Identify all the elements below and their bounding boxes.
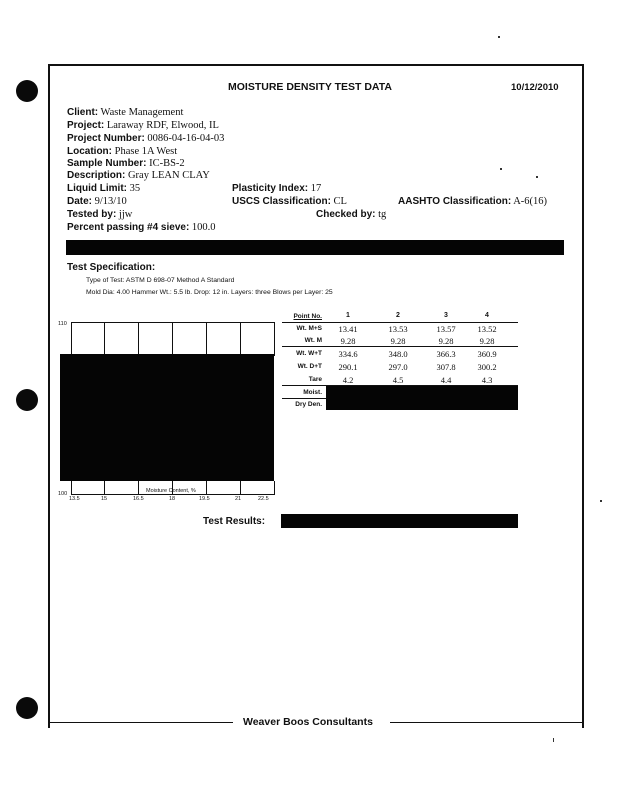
chart-plot-area-top <box>71 322 275 356</box>
table-cell: 9.28 <box>390 336 406 346</box>
chart-grid-line <box>138 322 139 355</box>
chart-grid-line <box>104 322 105 355</box>
x-tick: 15 <box>101 496 108 502</box>
table-header-label: Point No. <box>293 313 322 320</box>
x-tick: 22.5 <box>258 496 269 502</box>
footer-rule-right <box>390 722 584 723</box>
chart-grid-line <box>172 322 173 355</box>
chart-grid-line <box>104 481 105 494</box>
checked-by-field: Checked by: tg <box>316 209 387 220</box>
table-header-cell: 4 <box>485 312 489 319</box>
location-field: Location: Phase 1A West <box>67 146 178 157</box>
table-redaction <box>326 386 518 410</box>
test-spec-heading: Test Specification: <box>67 262 156 273</box>
table-header-cell: 3 <box>444 312 448 319</box>
table-row-label: Wt. M <box>304 337 322 344</box>
table-cell: 9.28 <box>479 336 495 346</box>
scan-speck <box>553 738 554 742</box>
test-date-field: Date: 9/13/10 <box>67 196 127 207</box>
description-field: Description: Gray LEAN CLAY <box>67 170 210 181</box>
table-cell: 360.9 <box>477 349 497 359</box>
binder-hole-middle <box>16 389 38 411</box>
table-cell: 334.6 <box>338 349 358 359</box>
y-axis-bottom-tick: 100 <box>58 491 68 497</box>
table-row-label: Wt. W+T <box>296 350 322 357</box>
table-rule <box>282 322 518 323</box>
table-cell: 9.28 <box>340 336 356 346</box>
chart-grid-line <box>206 481 207 494</box>
table-cell: 13.52 <box>477 324 497 334</box>
x-tick: 21 <box>235 496 242 502</box>
table-cell: 4.5 <box>392 375 404 385</box>
footer-rule-left <box>48 722 233 723</box>
redaction-bar <box>66 240 564 255</box>
table-row-label: Moist. <box>303 389 322 396</box>
tested-by-field: Tested by: jjw <box>67 209 133 220</box>
table-cell: 290.1 <box>338 362 358 372</box>
aashto-classification-field: AASHTO Classification: A-6(16) <box>398 196 548 207</box>
chart-grid-line <box>138 481 139 494</box>
test-type-line: Type of Test: ASTM D 698-07 Method A Standard <box>86 277 235 284</box>
plasticity-index-field: Plasticity Index: 17 <box>232 183 322 194</box>
project-field: Project: Laraway RDF, Elwood, IL <box>67 120 219 131</box>
percent-passing-field: Percent passing #4 sieve: 100.0 <box>67 222 216 233</box>
test-results-label: Test Results: <box>203 516 266 527</box>
table-cell: 4.4 <box>440 375 452 385</box>
report-date: 10/12/2010 <box>511 82 559 93</box>
table-row-label: Dry Den. <box>295 401 322 408</box>
y-axis-top-tick: 110 <box>58 321 67 327</box>
project-number-field: Project Number: 0086-04-16-04-03 <box>67 133 225 144</box>
table-cell: 348.0 <box>388 349 408 359</box>
table-row-label: Tare <box>308 376 322 383</box>
table-cell: 13.41 <box>338 324 358 334</box>
binder-hole-top <box>16 80 38 102</box>
table-header-cell: 1 <box>346 312 350 319</box>
uscs-classification-field: USCS Classification: CL <box>232 196 347 207</box>
chart-grid-line <box>240 481 241 494</box>
mold-specs-line: Mold Dia: 4.00 Hammer Wt.: 5.5 lb. Drop: 12 in. Layers: three Blows per Layer: 25 <box>86 289 333 296</box>
table-rule <box>282 346 518 347</box>
results-redaction <box>281 514 518 528</box>
liquid-limit-field: Liquid Limit: 35 <box>67 183 141 194</box>
scan-speck <box>498 36 500 38</box>
x-tick: 13.5 <box>69 496 80 502</box>
x-tick: 16.5 <box>133 496 144 502</box>
table-cell: 4.2 <box>342 375 354 385</box>
table-rule <box>282 398 326 399</box>
sample-number-field: Sample Number: IC-BS-2 <box>67 158 185 169</box>
client-field: Client: Waste Management <box>67 107 184 118</box>
chart-redaction <box>60 354 274 481</box>
table-header-cell: 2 <box>396 312 400 319</box>
table-row-label: Wt. D+T <box>297 363 322 370</box>
x-tick: 19.5 <box>199 496 210 502</box>
chart-grid-line <box>240 322 241 355</box>
x-tick: 18 <box>169 496 176 502</box>
scan-speck <box>600 500 602 502</box>
table-cell: 4.3 <box>481 375 493 385</box>
table-cell: 13.53 <box>388 324 408 334</box>
table-cell: 297.0 <box>388 362 408 372</box>
table-cell: 366.3 <box>436 349 456 359</box>
table-cell: 300.2 <box>477 362 497 372</box>
page-title: MOISTURE DENSITY TEST DATA <box>228 81 392 93</box>
table-cell: 13.57 <box>436 324 456 334</box>
binder-hole-bottom <box>16 697 38 719</box>
x-axis-label: Moisture Content, % <box>146 488 196 494</box>
chart-grid-line <box>206 322 207 355</box>
table-cell: 9.28 <box>438 336 454 346</box>
table-row-label: Wt. M+S <box>296 325 322 332</box>
table-cell: 307.8 <box>436 362 456 372</box>
footer-company: Weaver Boos Consultants <box>243 716 373 728</box>
